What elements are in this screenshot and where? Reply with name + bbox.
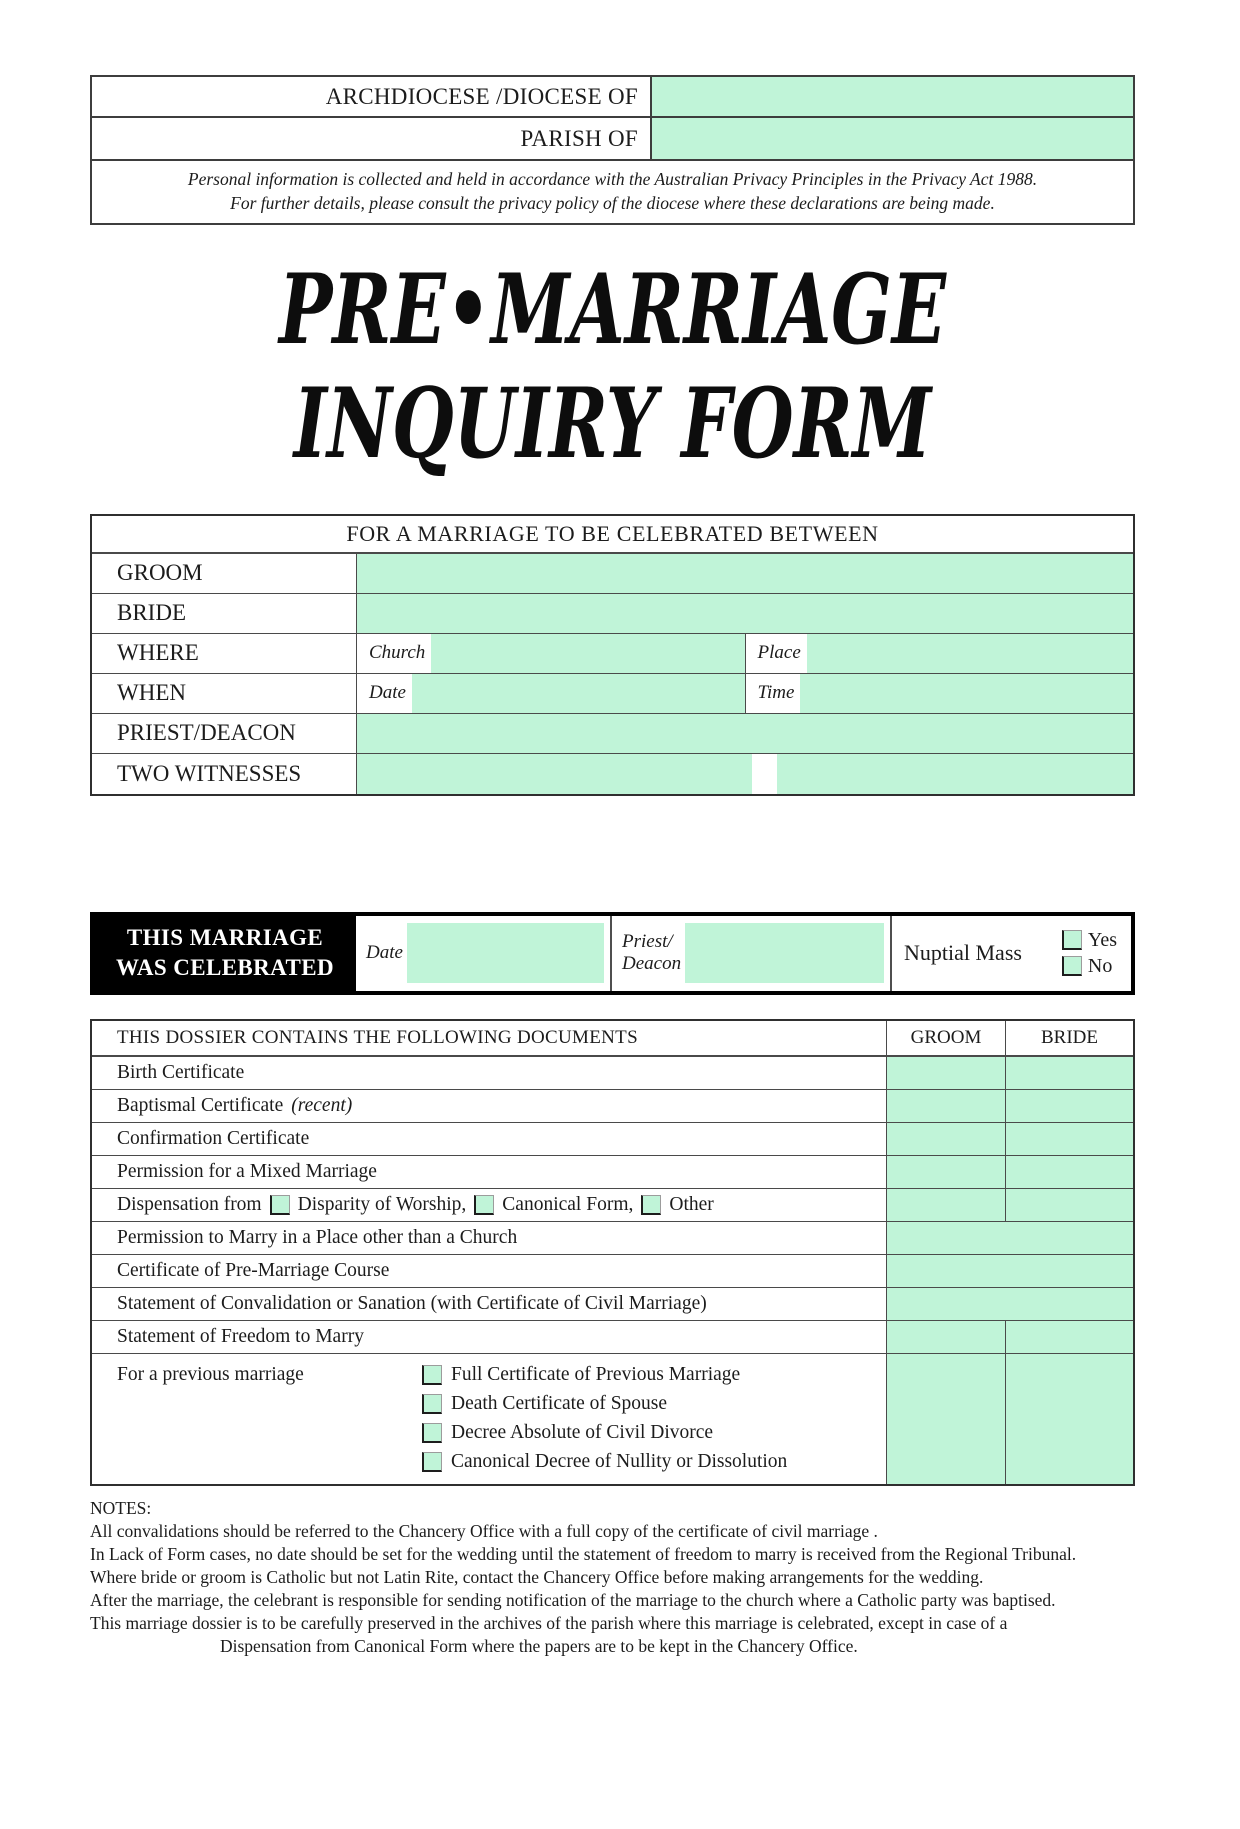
bride-cell[interactable] (1005, 1156, 1133, 1188)
time-label: Time (757, 682, 795, 704)
priest-deacon-field[interactable] (357, 714, 1133, 753)
date-cell (357, 674, 746, 713)
groom-label: GROOM (92, 554, 357, 593)
bride-cell[interactable] (1005, 1189, 1133, 1221)
celebrated-title-line-2: WAS CELEBRATED (116, 955, 334, 981)
marriage-celebrated-section (90, 912, 1135, 995)
priest-deacon-label: PRIEST/DEACON (92, 714, 357, 753)
death-certificate-checkbox[interactable] (422, 1394, 442, 1414)
place-field[interactable] (807, 634, 1133, 673)
witness-1-field[interactable] (357, 754, 752, 794)
row-place-permission (92, 1222, 1133, 1255)
bride-cell[interactable] (1005, 1354, 1133, 1484)
parish-field[interactable] (650, 118, 1133, 159)
doc-label: Confirmation Certificate (117, 1127, 310, 1149)
parish-label: PARISH OF (92, 118, 650, 159)
groom-cell[interactable] (886, 1354, 1005, 1484)
no-label: No (1087, 954, 1113, 977)
diocese-parish-table (90, 75, 1135, 161)
celebrated-priest-field[interactable] (685, 923, 884, 983)
groom-name-field[interactable] (357, 554, 1133, 593)
disparity-of-worship-checkbox[interactable] (270, 1195, 290, 1215)
doc-label: Certificate of Pre-Marriage Course (117, 1259, 390, 1281)
row-confirmation-certificate (92, 1123, 1133, 1156)
decree-absolute-checkbox[interactable] (422, 1423, 442, 1443)
list-item: Canonical Decree of Nullity or Dissolution (422, 1451, 787, 1473)
doc-label: Dispensation from Disparity of Worship, Canonical Form, Other (117, 1193, 714, 1215)
doc-label (92, 1354, 886, 1484)
groom-cell[interactable] (886, 1189, 1005, 1221)
list-item: Decree Absolute of Civil Divorce (422, 1422, 787, 1444)
nuptial-mass-label: Nuptial Mass (904, 940, 1022, 966)
merged-cell[interactable] (886, 1255, 1133, 1287)
marriage-celebrated-title (94, 916, 356, 991)
place-cell (746, 634, 1134, 673)
celebrated-date-cell (356, 916, 612, 991)
row-pre-marriage-course (92, 1255, 1133, 1288)
note-line: Dispensation from Canonical Form where the papers are to be kept in the Chancery Office. (220, 1635, 858, 1656)
time-cell (746, 674, 1134, 713)
when-row (92, 674, 1133, 714)
canonical-form-checkbox[interactable] (474, 1195, 494, 1215)
pre-marriage-inquiry-form (90, 75, 1135, 1658)
merged-cell[interactable] (886, 1288, 1133, 1320)
celebrated-title-line-1: THIS MARRIAGE (126, 925, 324, 951)
archdiocese-label: ARCHDIOCESE /DIOCESE OF (92, 77, 650, 116)
celebrated-date-label: Date (366, 942, 403, 964)
row-convalidation-statement (92, 1288, 1133, 1321)
row-previous-marriage (92, 1354, 1133, 1484)
row-birth-certificate (92, 1057, 1133, 1090)
where-label: WHERE (92, 634, 357, 673)
marriage-table-header: FOR A MARRIAGE TO BE CELEBRATED BETWEEN (92, 516, 1133, 554)
previous-marriage-options (422, 1354, 787, 1473)
bride-cell[interactable] (1005, 1057, 1133, 1089)
nullity-decree-checkbox[interactable] (422, 1452, 442, 1472)
merged-cell[interactable] (886, 1222, 1133, 1254)
note-line: All convalidations should be referred to the Chancery Office with a full copy of the certificate of civil marriage . (90, 1520, 878, 1541)
page-title-line-2: INQUIRY FORM (293, 366, 932, 480)
previous-marriage-label: For a previous marriage (117, 1363, 304, 1385)
note-line: This marriage dossier is to be carefully preserved in the archives of the parish where this marriage is celebrated, except in case of a (90, 1612, 1008, 1633)
doc-label: Statement of Freedom to Marry (117, 1325, 364, 1347)
groom-cell[interactable] (886, 1321, 1005, 1353)
nuptial-mass-no-row (1062, 955, 1117, 978)
date-label: Date (369, 682, 406, 704)
doc-label: Birth Certificate (117, 1061, 245, 1083)
bride-cell[interactable] (1005, 1090, 1133, 1122)
place-label: Place (757, 642, 801, 664)
privacy-line-2: For further details, please consult the privacy policy of the diocese where these declarations are being made. (230, 193, 995, 214)
date-field[interactable] (412, 674, 745, 713)
bride-cell[interactable] (1005, 1321, 1133, 1353)
bride-column-header: BRIDE (1005, 1021, 1133, 1055)
two-witnesses-row (92, 754, 1133, 794)
doc-label: Permission to Marry in a Place other than a Church (117, 1226, 518, 1248)
dossier-header-row (92, 1021, 1133, 1057)
witness-2-field[interactable] (777, 754, 1133, 794)
privacy-line-1: Personal information is collected and held in accordance with the Australian Privacy Principles in the Privacy Act 1988. (187, 169, 1038, 189)
time-field[interactable] (800, 674, 1133, 713)
bride-label: BRIDE (92, 594, 357, 633)
nuptial-mass-yes-row (1062, 929, 1117, 952)
list-item: Death Certificate of Spouse (422, 1393, 787, 1415)
church-label: Church (369, 642, 426, 664)
celebrated-priest-label: Priest/ Deacon (622, 931, 682, 975)
page-title-line-1: PRE•MARRIAGE (278, 253, 946, 367)
privacy-notice (90, 161, 1135, 225)
priest-deacon-row (92, 714, 1133, 754)
dossier-header-label: THIS DOSSIER CONTAINS THE FOLLOWING DOCUMENTS (117, 1026, 638, 1048)
list-item: Full Certificate of Previous Marriage (422, 1364, 787, 1386)
church-cell (357, 634, 746, 673)
parish-row (92, 118, 1133, 159)
marriage-table (90, 514, 1135, 796)
nuptial-mass-yes-checkbox[interactable] (1062, 930, 1082, 950)
dossier-table (90, 1019, 1135, 1486)
bride-row (92, 594, 1133, 634)
doc-label: Permission for a Mixed Marriage (117, 1160, 377, 1182)
note-line: After the marriage, the celebrant is responsible for sending notification of the marriage to the church where a Catholic party was baptised. (90, 1589, 1056, 1610)
witness-gap (752, 754, 777, 794)
row-freedom-to-marry (92, 1321, 1133, 1354)
notes-section (90, 1497, 1135, 1658)
celebrated-priest-cell (612, 916, 892, 991)
nuptial-mass-options (1062, 929, 1117, 978)
church-field[interactable] (431, 634, 744, 673)
doc-label: Baptismal Certificate (recent) (117, 1094, 353, 1116)
notes-title: NOTES: (90, 1497, 152, 1518)
full-certificate-checkbox[interactable] (422, 1365, 442, 1385)
groom-cell[interactable] (886, 1156, 1005, 1188)
archdiocese-field[interactable] (650, 77, 1133, 116)
nuptial-mass-no-checkbox[interactable] (1062, 956, 1082, 976)
nuptial-mass-cell (892, 916, 1131, 991)
two-witnesses-label: TWO WITNESSES (92, 754, 357, 794)
archdiocese-row (92, 77, 1133, 118)
when-label: WHEN (92, 674, 357, 713)
page-title (90, 253, 1135, 480)
note-line: Where bride or groom is Catholic but not Latin Rite, contact the Chancery Office before making arrangements for the wedding. (90, 1566, 984, 1587)
groom-cell[interactable] (886, 1090, 1005, 1122)
where-row (92, 634, 1133, 674)
yes-label: Yes (1087, 928, 1117, 951)
row-dispensation (92, 1189, 1133, 1222)
note-line: In Lack of Form cases, no date should be set for the wedding until the statement of freedom to marry is received from the Regional Tribunal. (90, 1543, 1077, 1564)
other-dispensation-checkbox[interactable] (641, 1195, 661, 1215)
doc-label: Statement of Convalidation or Sanation (with Certificate of Civil Marriage) (117, 1292, 707, 1314)
row-mixed-marriage-permission (92, 1156, 1133, 1189)
groom-cell[interactable] (886, 1057, 1005, 1089)
bride-cell[interactable] (1005, 1123, 1133, 1155)
row-baptismal-certificate (92, 1090, 1133, 1123)
bride-name-field[interactable] (357, 594, 1133, 633)
groom-cell[interactable] (886, 1123, 1005, 1155)
celebrated-date-field[interactable] (407, 923, 604, 983)
groom-column-header: GROOM (886, 1021, 1005, 1055)
groom-row (92, 554, 1133, 594)
